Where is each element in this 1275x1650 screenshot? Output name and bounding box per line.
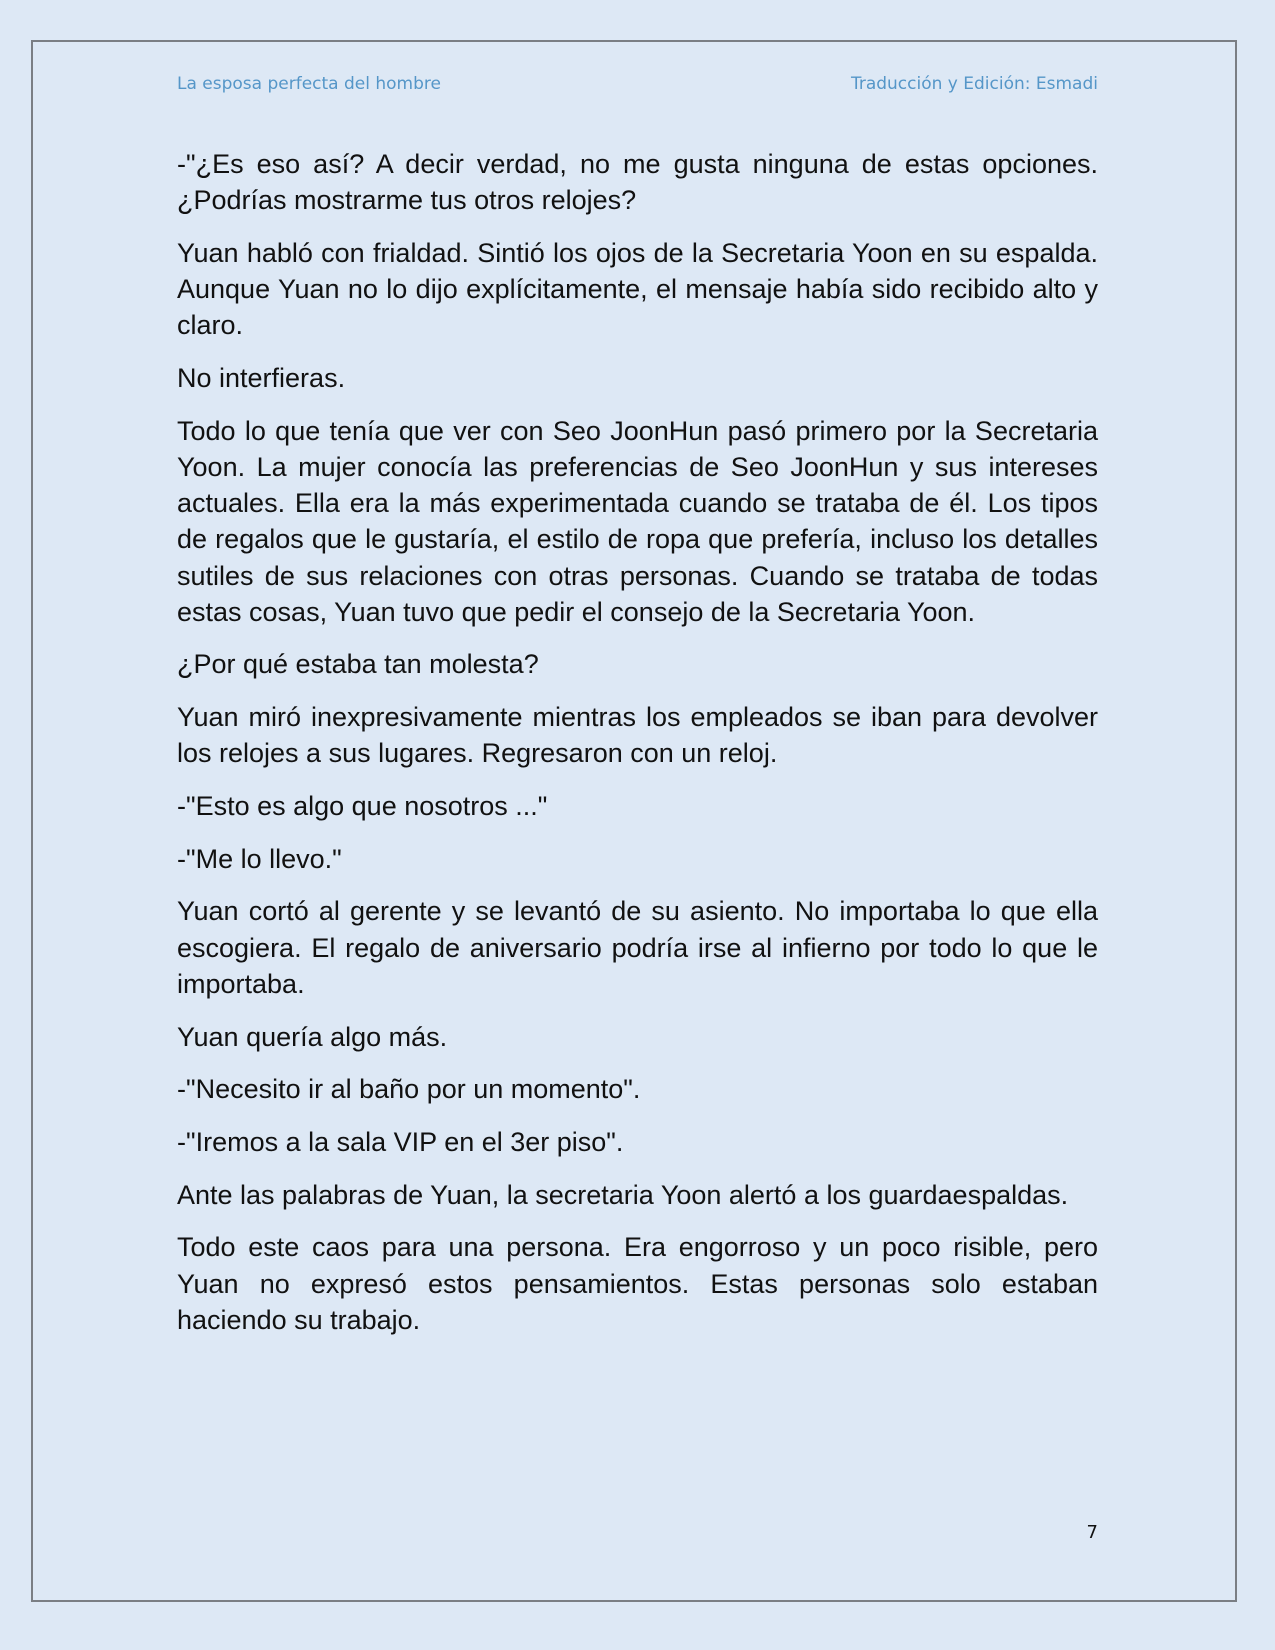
paragraph: Todo este caos para una persona. Era engorroso y un poco risible, pero Yuan no expresó estos pensamientos. Estas personas solo estaban haciendo su trabajo. <box>177 1232 1098 1335</box>
paragraph: -"Necesito ir al baño por un momento". <box>177 1074 641 1105</box>
paragraph: Yuan quería algo más. <box>177 1021 448 1052</box>
paragraph: Yuan miró inexpresivamente mientras los empleados se iban para devolver los relojes a sus lugares. Regresaron con un reloj. <box>177 702 1098 769</box>
page-header <box>177 74 1098 98</box>
header-translator-credit: Traducción y Edición: Esmadi <box>850 74 1098 94</box>
paragraph: ¿Por qué estaba tan molesta? <box>177 649 539 680</box>
paragraph: -"Iremos a la sala VIP en el 3er piso". <box>177 1126 624 1157</box>
paragraph: No interfieras. <box>177 363 346 394</box>
paragraph: -"Esto es algo que nosotros ..." <box>177 791 548 822</box>
header-book-title: La esposa perfecta del hombre <box>177 74 441 94</box>
paragraph: -"Me lo llevo." <box>177 843 342 874</box>
paragraph: -"¿Es eso así? A decir verdad, no me gusta ninguna de estas opciones. ¿Podrías mostrarme tus otros relojes? <box>177 149 1098 216</box>
paragraph: Ante las palabras de Yuan, la secretaria Yoon alertó a los guardaespaldas. <box>177 1179 1069 1210</box>
paragraph: Todo lo que tenía que ver con Seo JoonHun pasó primero por la Secretaria Yoon. La mujer conocía las preferencias de Seo JoonHun y sus intereses actuales. Ella era la más experimentada cuando se trataba de él. Los tipos de regalos que le gustaría, el estilo de ropa que prefería, incluso los detalles sutiles de sus relaciones con otras personas. Cuando se trataba de todas estas cosas, Yuan tuvo que pedir el consejo de la Secretaria Yoon. <box>177 415 1098 627</box>
document-body <box>177 146 1098 1354</box>
paragraph: Yuan cortó al gerente y se levantó de su asiento. No importaba lo que ella escogiera. El regalo de aniversario podría irse al infierno por todo lo que le importaba. <box>177 896 1098 999</box>
page-number: 7 <box>1086 1522 1098 1543</box>
paragraph: Yuan habló con frialdad. Sintió los ojos de la Secretaria Yoon en su espalda. Aunque Yuan no lo dijo explícitamente, el mensaje había sido recibido alto y claro. <box>177 237 1098 341</box>
